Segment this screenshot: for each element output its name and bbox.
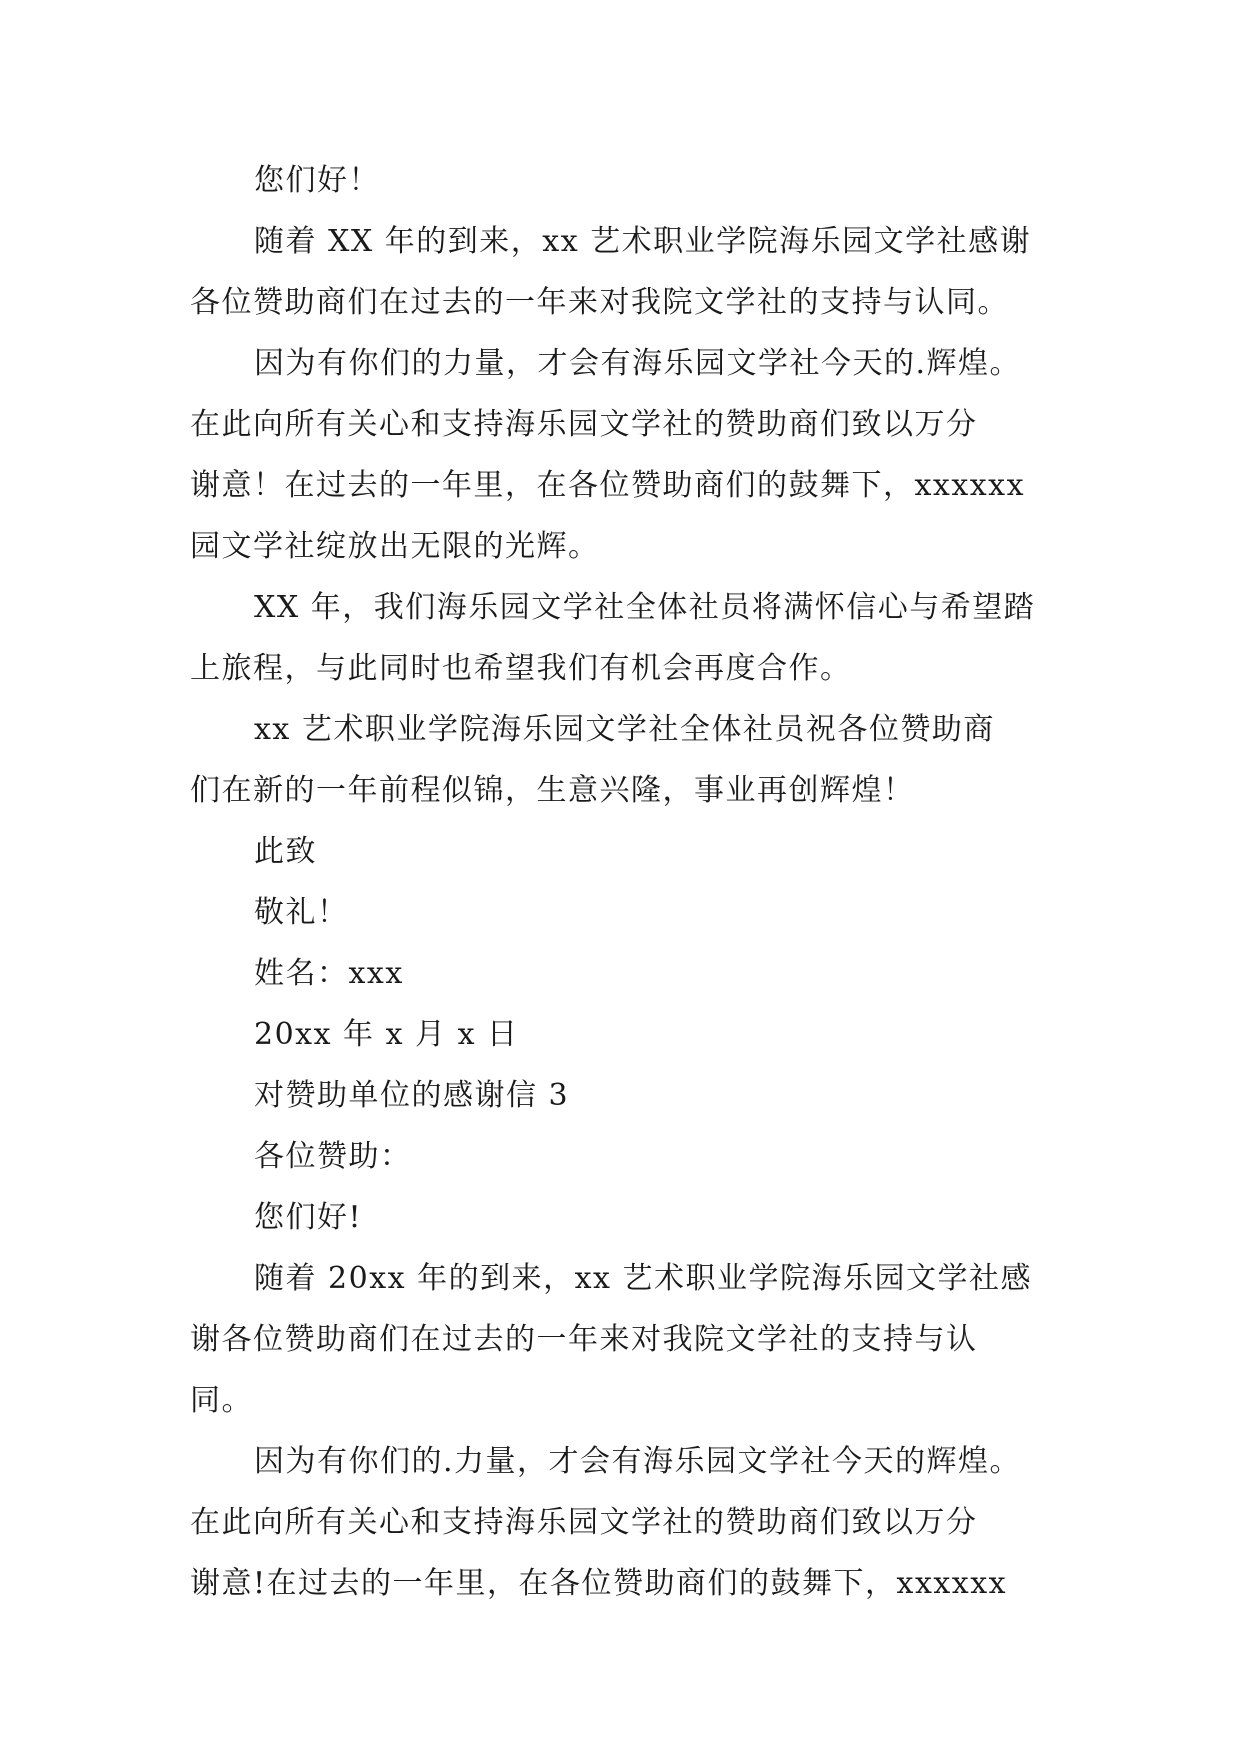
body-line: 上旅程，与此同时也希望我们有机会再度合作。 [190,651,852,686]
body-line: 谢各位赞助商们在过去的一年来对我院文学社的支持与认 [190,1322,978,1357]
body-line: 因为有你们的.力量，才会有海乐园文学社今天的辉煌。 [254,1444,1022,1479]
section-title: 对赞助单位的感谢信 3 [254,1078,570,1113]
greeting-line: 您们好! [254,1200,363,1235]
body-line: 们在新的一年前程似锦，生意兴隆，事业再创辉煌！ [190,773,915,808]
body-line: 同。 [190,1383,253,1418]
body-line: 园文学社绽放出无限的光辉。 [190,529,600,564]
body-line: 谢意！在过去的一年里，在各位赞助商们的鼓舞下，xxxxxx [190,468,1026,503]
body-line: 在此向所有关心和支持海乐园文学社的赞助商们致以万分 [190,407,978,442]
body-line: xx 艺术职业学院海乐园文学社全体社员祝各位赞助商 [254,712,995,747]
closing-line: 敬礼！ [254,895,349,930]
body-line: 谢意!在过去的一年里，在各位赞助商们的鼓舞下，xxxxxx [190,1566,1008,1601]
body-line: 各位赞助商们在过去的一年来对我院文学社的支持与认同。 [190,285,1009,320]
body-line: 在此向所有关心和支持海乐园文学社的赞助商们致以万分 [190,1505,978,1540]
body-line: XX 年，我们海乐园文学社全体社员将满怀信心与希望踏 [254,590,1036,625]
salutation-line: 各位赞助： [254,1139,412,1174]
signature-name: 姓名：xxx [254,956,404,991]
body-line: 随着 XX 年的到来，xx 艺术职业学院海乐园文学社感谢 [254,224,1032,259]
document-page [190,150,1070,1614]
greeting-line: 您们好！ [254,163,380,198]
body-line: 随着 20xx 年的到来，xx 艺术职业学院海乐园文学社感 [254,1261,1032,1296]
signature-date: 20xx 年 x 月 x 日 [254,1017,519,1052]
body-line: 因为有你们的力量，才会有海乐园文学社今天的.辉煌。 [254,346,1022,381]
closing-line: 此致 [254,834,317,869]
